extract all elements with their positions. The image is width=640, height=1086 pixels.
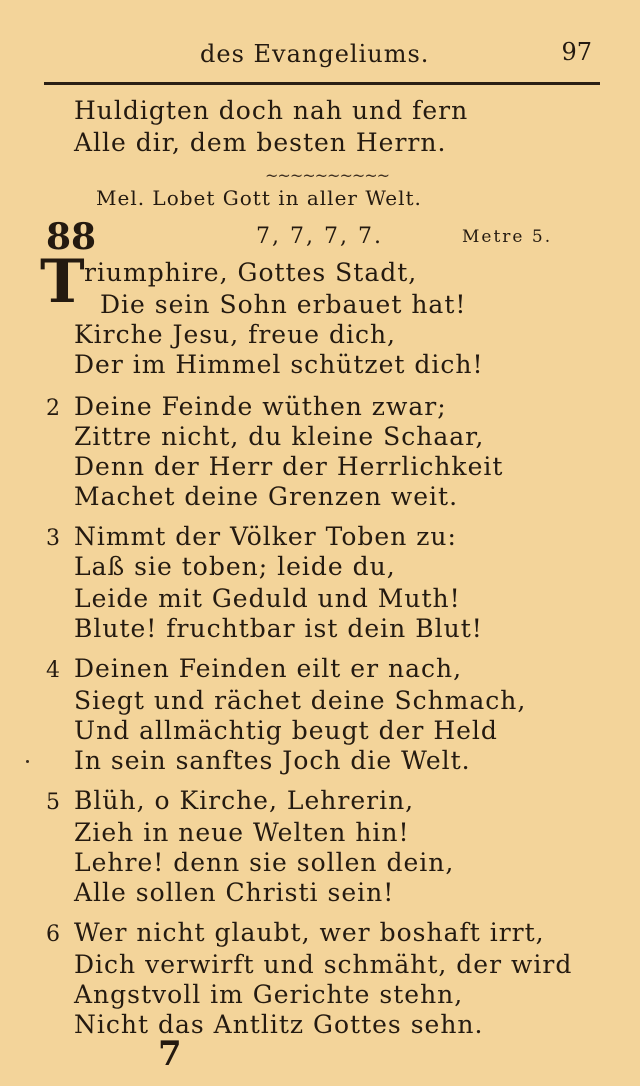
verse-line: Die sein Sohn erbauet hat! [100, 290, 467, 319]
stanza-number: 4 [46, 658, 60, 683]
stanza-number: 5 [46, 790, 60, 815]
verse-line: Blüh, o Kirche, Lehrerin, [74, 786, 415, 815]
ink-speck [26, 760, 29, 763]
stanza-number: 3 [46, 526, 60, 551]
page-number: 97 [561, 38, 592, 66]
verse-line: Nimmt der Völker Toben zu: [74, 522, 457, 551]
header-rule [44, 82, 600, 85]
verse-line: Alle dir, dem besten Herrn. [74, 128, 447, 157]
stanza-number: 2 [46, 396, 60, 421]
stanza-number: 6 [46, 922, 60, 947]
verse-line: Lehre! denn sie sollen dein, [74, 848, 455, 877]
verse-line: Huldigten doch nah und fern [74, 96, 469, 125]
signature-mark: 7 [158, 1034, 182, 1074]
verse-line: Blute! fruchtbar ist dein Blut! [74, 614, 483, 643]
hymn-number: 88 [46, 216, 97, 258]
verse-line: Wer nicht glaubt, wer boshaft irrt, [74, 918, 545, 947]
verse-line: Nicht das Antlitz Gottes sehn. [74, 1010, 484, 1039]
verse-line: Der im Himmel schützet dich! [74, 350, 484, 379]
verse-line: Deinen Feinden eilt er nach, [74, 654, 463, 683]
verse-line: Alle sollen Christi sein! [74, 878, 395, 907]
drop-cap: T [40, 247, 85, 317]
verse-line: Machet deine Grenzen weit. [74, 482, 459, 511]
verse-line: In sein sanftes Joch die Welt. [74, 746, 471, 775]
verse-line: Leide mit Geduld und Muth! [74, 584, 461, 613]
verse-line: Deine Feinde wüthen zwar; [74, 392, 447, 421]
verse-line: Denn der Herr der Herrlichkeit [74, 452, 504, 481]
verse-line: Angstvoll im Gerichte stehn, [74, 980, 464, 1009]
verse-line: riumphire, Gottes Stadt, [84, 258, 418, 287]
verse-line: Laß sie toben; leide du, [74, 552, 396, 581]
verse-line: Zieh in neue Welten hin! [74, 818, 410, 847]
verse-line: Siegt und rächet deine Schmach, [74, 686, 527, 715]
verse-line: Und allmächtig beugt der Held [74, 716, 498, 745]
page-header [40, 36, 600, 76]
melody-indication: Mel. Lobet Gott in aller Welt. [96, 186, 422, 210]
meter-indication: 7, 7, 7, 7. [256, 224, 383, 249]
running-head: des Evangeliums. [200, 40, 430, 68]
metre-label: Metre 5. [462, 227, 553, 247]
verse-line: Zittre nicht, du kleine Schaar, [74, 422, 485, 451]
ornament-divider: ~~~~~~~~~~ [265, 166, 390, 185]
verse-line: Kirche Jesu, freue dich, [74, 320, 396, 349]
verse-line: Dich verwirft und schmäht, der wird [74, 950, 573, 979]
